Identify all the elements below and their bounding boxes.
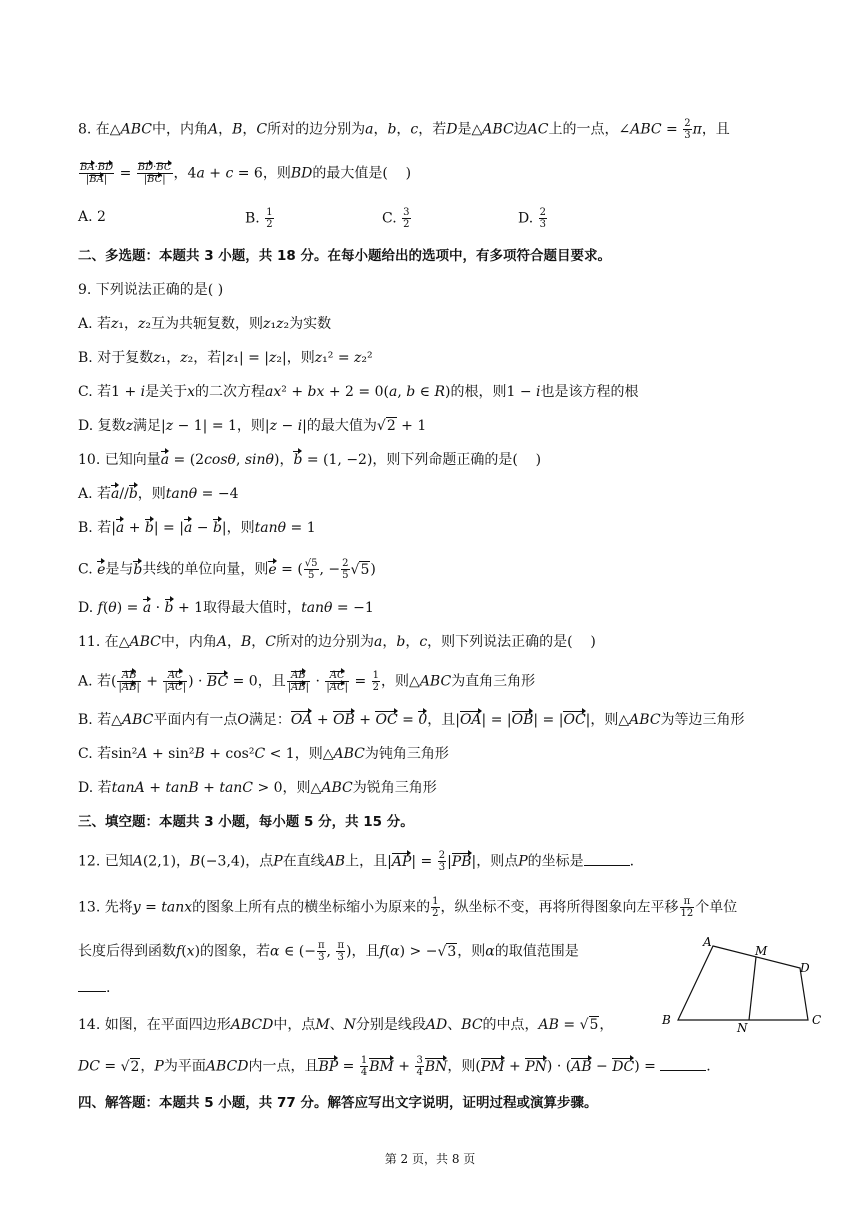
q13-line2: 长度后得到函数f(x)的图象，若α ∈ (− $\frac{\pi}{3}$ , $\frac{\pi}{3}$ )，且f(α) > −√3，则α的取值范围是 — [78, 940, 579, 963]
q13-line1: 13. 先将y = tanx的图象上所有点的横坐标缩小为原来的 $\frac{1}{2}$ ，纵坐标不变，再将所得图象向左平移 $\frac{\pi}{12}$ 个单位 — [78, 896, 738, 919]
label-n: N — [737, 1021, 748, 1035]
q8-line2: $\frac{BA\cdot BD}{|BA|}$ = $\frac{BD\cdot BC}{|BC|}$ ，4a + c = 6，则BD的最大值是( ) — [80, 162, 412, 185]
q13-line3: . — [78, 978, 110, 998]
q12: 12. 已知A(2,1)，B(−3,4)，点P在直线AB上，且|AP| = $\frac{2}{3}$ |PB|，则点P的坐标是 . — [78, 850, 635, 873]
q9-option-d: D. 复数z满足|z − 1| = 1，则|z − i|的最大值为√2 + 1 — [78, 418, 427, 434]
label-m: M — [755, 944, 768, 958]
q11-option-b: B. 若△ABC平面内有一点O满足：OA + OB + OC = 0，且|OA| = |OB| = |OC|，则△ABC为等边三角形 — [78, 712, 745, 728]
q9-option-a: A. 若z₁，z₂互为共轭复数，则z₁z₂为实数 — [78, 316, 332, 332]
q10-option-b: B. 若|a + b| = |a − b|，则tanθ = 1 — [78, 520, 316, 536]
q11-option-a: A. 若( $\frac{AB}{|AB|}$ + $\frac{AC}{|AC|}$ ) · BC = 0，且 $\frac{AB}{|AB|}$ · $\frac{AC}{|AC|}$ = $\frac{1}{2}$ ，则△ABC为直角三角形 — [78, 670, 536, 693]
label-a: A — [703, 935, 712, 949]
section-4-heading: 四、解答题：本题共 5 小题，共 77 分。解答应写出文字说明，证明过程或演算步骤。 — [78, 1095, 598, 1111]
page-footer: 第 2 页，共 8 页 — [384, 1152, 476, 1166]
q11-option-c: C. 若sin²A + sin²B + cos²C < 1，则△ABC为钝角三角形 — [78, 746, 449, 762]
quadrilateral-figure — [655, 933, 835, 1035]
q8-option-a: A. 2 — [78, 209, 106, 225]
q10-option-c: C. e是与b共线的单位向量，则e = ( $\frac{√5}{5}$ , − $\frac{2}{5}$ √5) — [78, 558, 376, 581]
q14-line1: 14. 如图，在平面四边形ABCD中，点M、N分别是线段AD、BC的中点，AB = √5， — [78, 1017, 614, 1033]
q9-stem: 9. 下列说法正确的是( ) — [78, 282, 224, 298]
q11-stem: 11. 在△ABC中，内角A，B，C所对的边分别为a，b，c，则下列说法正确的是( ) — [78, 634, 596, 650]
q9-option-c: C. 若1 + i是关于x的二次方程ax² + bx + 2 = 0(a, b ∈ R)的根，则1 − i也是该方程的根 — [78, 384, 639, 400]
section-3-heading: 三、填空题：本题共 3 小题，每小题 5 分，共 15 分。 — [78, 814, 414, 830]
label-d: D — [800, 961, 810, 975]
q14-line2: DC = √2，P为平面ABCD内一点，且BP = $\frac{1}{4}$ BM + $\frac{3}{4}$ BN，则(PM + PN) · (AB − DC) = . — [78, 1055, 711, 1078]
label-b: B — [662, 1013, 671, 1027]
q8-option-b: B. $\frac{1}{2}$ — [245, 207, 273, 230]
q10-option-d: D. f(θ) = a · b + 1取得最大值时，tanθ = −1 — [78, 600, 374, 616]
label-c: C — [812, 1013, 822, 1027]
q11-option-d: D. 若tanA + tanB + tanC > 0，则△ABC为锐角三角形 — [78, 780, 437, 796]
q8-option-d: D. $\frac{2}{3}$ — [518, 207, 547, 230]
q10-option-a: A. 若a//b，则tanθ = −4 — [78, 486, 239, 502]
q8-option-c: C. $\frac{3}{2}$ — [382, 207, 410, 230]
section-2-heading: 二、多选题：本题共 3 小题，共 18 分。在每小题给出的选项中，有多项符合题目要求。 — [78, 248, 611, 264]
q10-stem: 10. 已知向量a = (2cosθ, sinθ)，b = (1, −2)，则下列命题正确的是( ) — [78, 452, 542, 468]
q9-option-b: B. 对于复数z₁，z₂，若|z₁| = |z₂|，则z₁² = z₂² — [78, 350, 373, 366]
q8-line1: 8. 在△ABC中，内角A，B，C所对的边分别为a，b，c，若D是△ABC边AC上的一点，∠ABC = $\frac{2}{3}$ π，且 — [78, 118, 730, 141]
